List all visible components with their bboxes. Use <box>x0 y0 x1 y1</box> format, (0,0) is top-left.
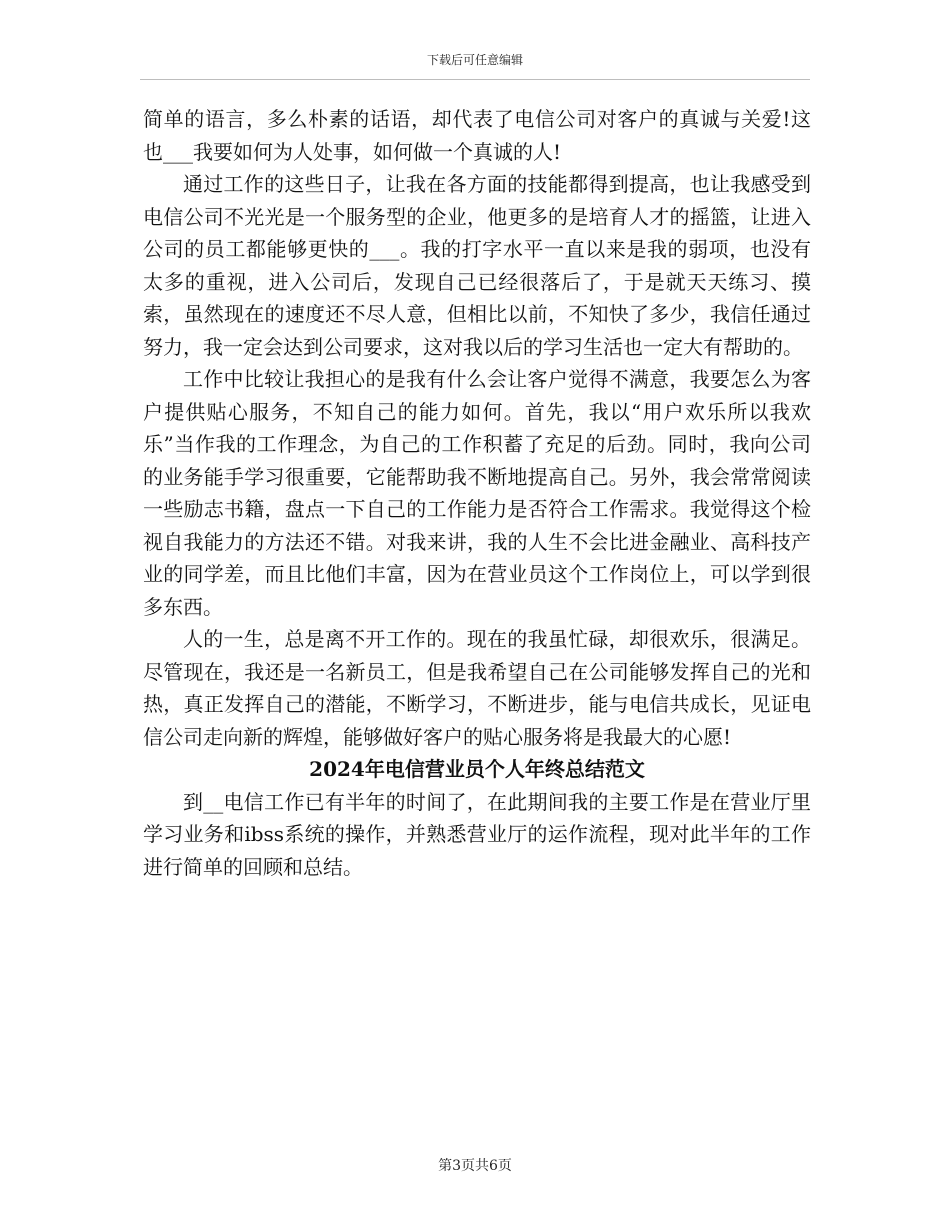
paragraph-continuation: 简单的语言，多么朴素的话语，却代表了电信公司对客户的真诚与关爱!这也___我要如何为人处事，如何做一个真诚的人! <box>143 107 811 164</box>
paragraph-section-intro: 到__电信工作已有半年的时间了，在此期间我的主要工作是在营业厅里学习业务和ibss系统的操作，并熟悉营业厅的运作流程，现对此半年的工作进行简单的回顾和总结。 <box>143 789 811 879</box>
page-header-note: 下载后可任意编辑 <box>426 53 523 67</box>
document-body <box>143 103 811 883</box>
paragraph-customer-service: 工作中比较让我担心的是我有什么会让客户觉得不满意，我要怎么为客户提供贴心服务，不知自己的能力如何。首先，我以“用户欢乐所以我欢乐”当作我的工作理念，为自己的工作积蓄了充足的后劲。同时，我向公司的业务能手学习很重要，它能帮助我不断地提高自己。另外，我会常常阅读一些励志书籍，盘点一下自己的工作能力是否符合工作需求。我觉得这个检视自我能力的方法还不错。对我来讲，我的人生不会比进金融业、高科技产业的同学差，而且比他们丰富，因为在营业员这个工作岗位上，可以学到很多东西。 <box>143 367 811 619</box>
paragraph-life-goals: 人的一生，总是离不开工作的。现在的我虽忙碌，却很欢乐，很满足。尽管现在，我还是一名新员工，但是我希望自己在公司能够发挥自己的光和热，真正发挥自己的潜能，不断学习，不断进步，能与电信共成长，见证电信公司走向新的辉煌，能够做好客户的贴心服务将是我最大的心愿! <box>143 627 811 749</box>
page-number: 第3页共6页 <box>438 1158 512 1174</box>
header-divider <box>140 79 810 80</box>
section-title: 2024年电信营业员个人年终总结范文 <box>309 757 645 781</box>
paragraph-skills: 通过工作的这些日子，让我在各方面的技能都得到提高，也让我感受到电信公司不光光是一个服务型的企业，他更多的是培育人才的摇篮，让进入公司的员工都能够更快的___。我的打字水平一直以来是我的弱项，也没有太多的重视，进入公司后，发现自己已经很落后了，于是就天天练习、摸索，虽然现在的速度还不尽人意，但相比以前，不知快了多少，我信任通过努力，我一定会达到公司要求，这对我以后的学习生活也一定大有帮助的。 <box>143 172 811 359</box>
